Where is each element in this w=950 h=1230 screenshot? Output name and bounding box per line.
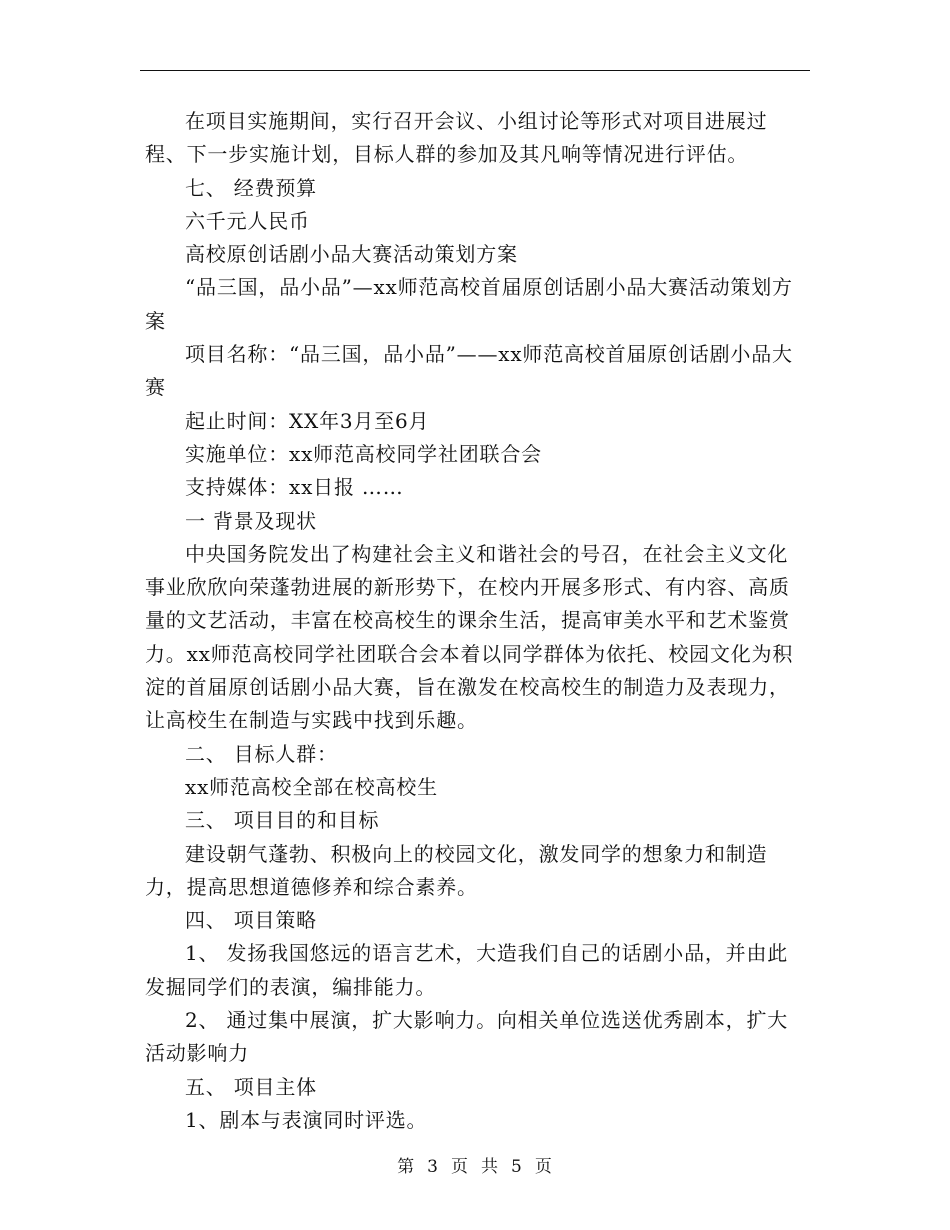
document-body [145,105,805,1137]
heading-target-group: 二、 目标人群： [185,741,338,766]
header-rule [140,70,810,71]
page-number-current: 3 [427,1157,439,1177]
page-footer [0,1152,950,1177]
paragraph-budget-amount: 六千元人民币 [185,208,310,233]
plan-subtitle: “品三国，品小品”—xx师范高校首届原创话剧小品大赛活动策划方案 [145,275,793,333]
heading-main-body: 五、 项目主体 [185,1074,317,1099]
paragraph-strategy-1: 1、 发扬我国悠远的语言艺术，大造我们自己的话剧小品，并由此发掘同学们的表演，编排能力。 [145,941,789,999]
footer-suffix: 页 [534,1157,553,1177]
field-project-name: 项目名称：“品三国，品小品”——xx师范高校首届原创话剧小品大赛 [145,342,793,400]
field-period: 起止时间：XX年3月至6月 [185,408,430,433]
heading-goals: 三、 项目目的和目标 [185,808,380,833]
paragraph-evaluation: 在项目实施期间，实行召开会议、小组讨论等形式对项目进展过程、下一步实施计划，目标人群的参加及其凡响等情况进行评估。 [145,109,768,167]
field-organizer: 实施单位：xx师范高校同学社团联合会 [185,441,542,466]
paragraph-goals: 建设朝气蓬勃、积极向上的校园文化，激发同学的想象力和制造力，提高思想道德修养和综合素养。 [145,841,768,899]
paragraph-background: 中央国务院发出了构建社会主义和谐社会的号召，在社会主义文化事业欣欣向荣蓬勃进展的新形势下，在校内开展多形式、有内容、高质量的文艺活动，丰富在校高校生的课余生活，提高审美水平和艺术鉴赏力。xx师范高校同学社团联合会本着以同学群体为依托、校园文化为积淀的首届原创话剧小品大赛，旨在激发在校高校生的制造力及表现力，让高校生在制造与实践中找到乐趣。 [145,541,794,733]
footer-mid1: 页 [451,1157,469,1177]
paragraph-target-group: xx师范高校全部在校高校生 [185,774,438,799]
plan-title: 高校原创话剧小品大赛活动策划方案 [185,242,518,267]
page-number-total: 5 [511,1157,523,1177]
footer-mid2: 共 [481,1157,499,1177]
field-media: 支持媒体：xx日报 …… [185,475,404,500]
footer-prefix: 第 [397,1157,416,1177]
heading-budget: 七、 经费预算 [185,175,317,200]
heading-background: 一 背景及现状 [185,508,317,533]
heading-strategy: 四、 项目策略 [185,908,317,933]
paragraph-main-body-1: 1、剧本与表演同时评选。 [185,1107,428,1132]
paragraph-strategy-2: 2、 通过集中展演，扩大影响力。向相关单位选送优秀剧本，扩大活动影响力 [145,1008,789,1066]
